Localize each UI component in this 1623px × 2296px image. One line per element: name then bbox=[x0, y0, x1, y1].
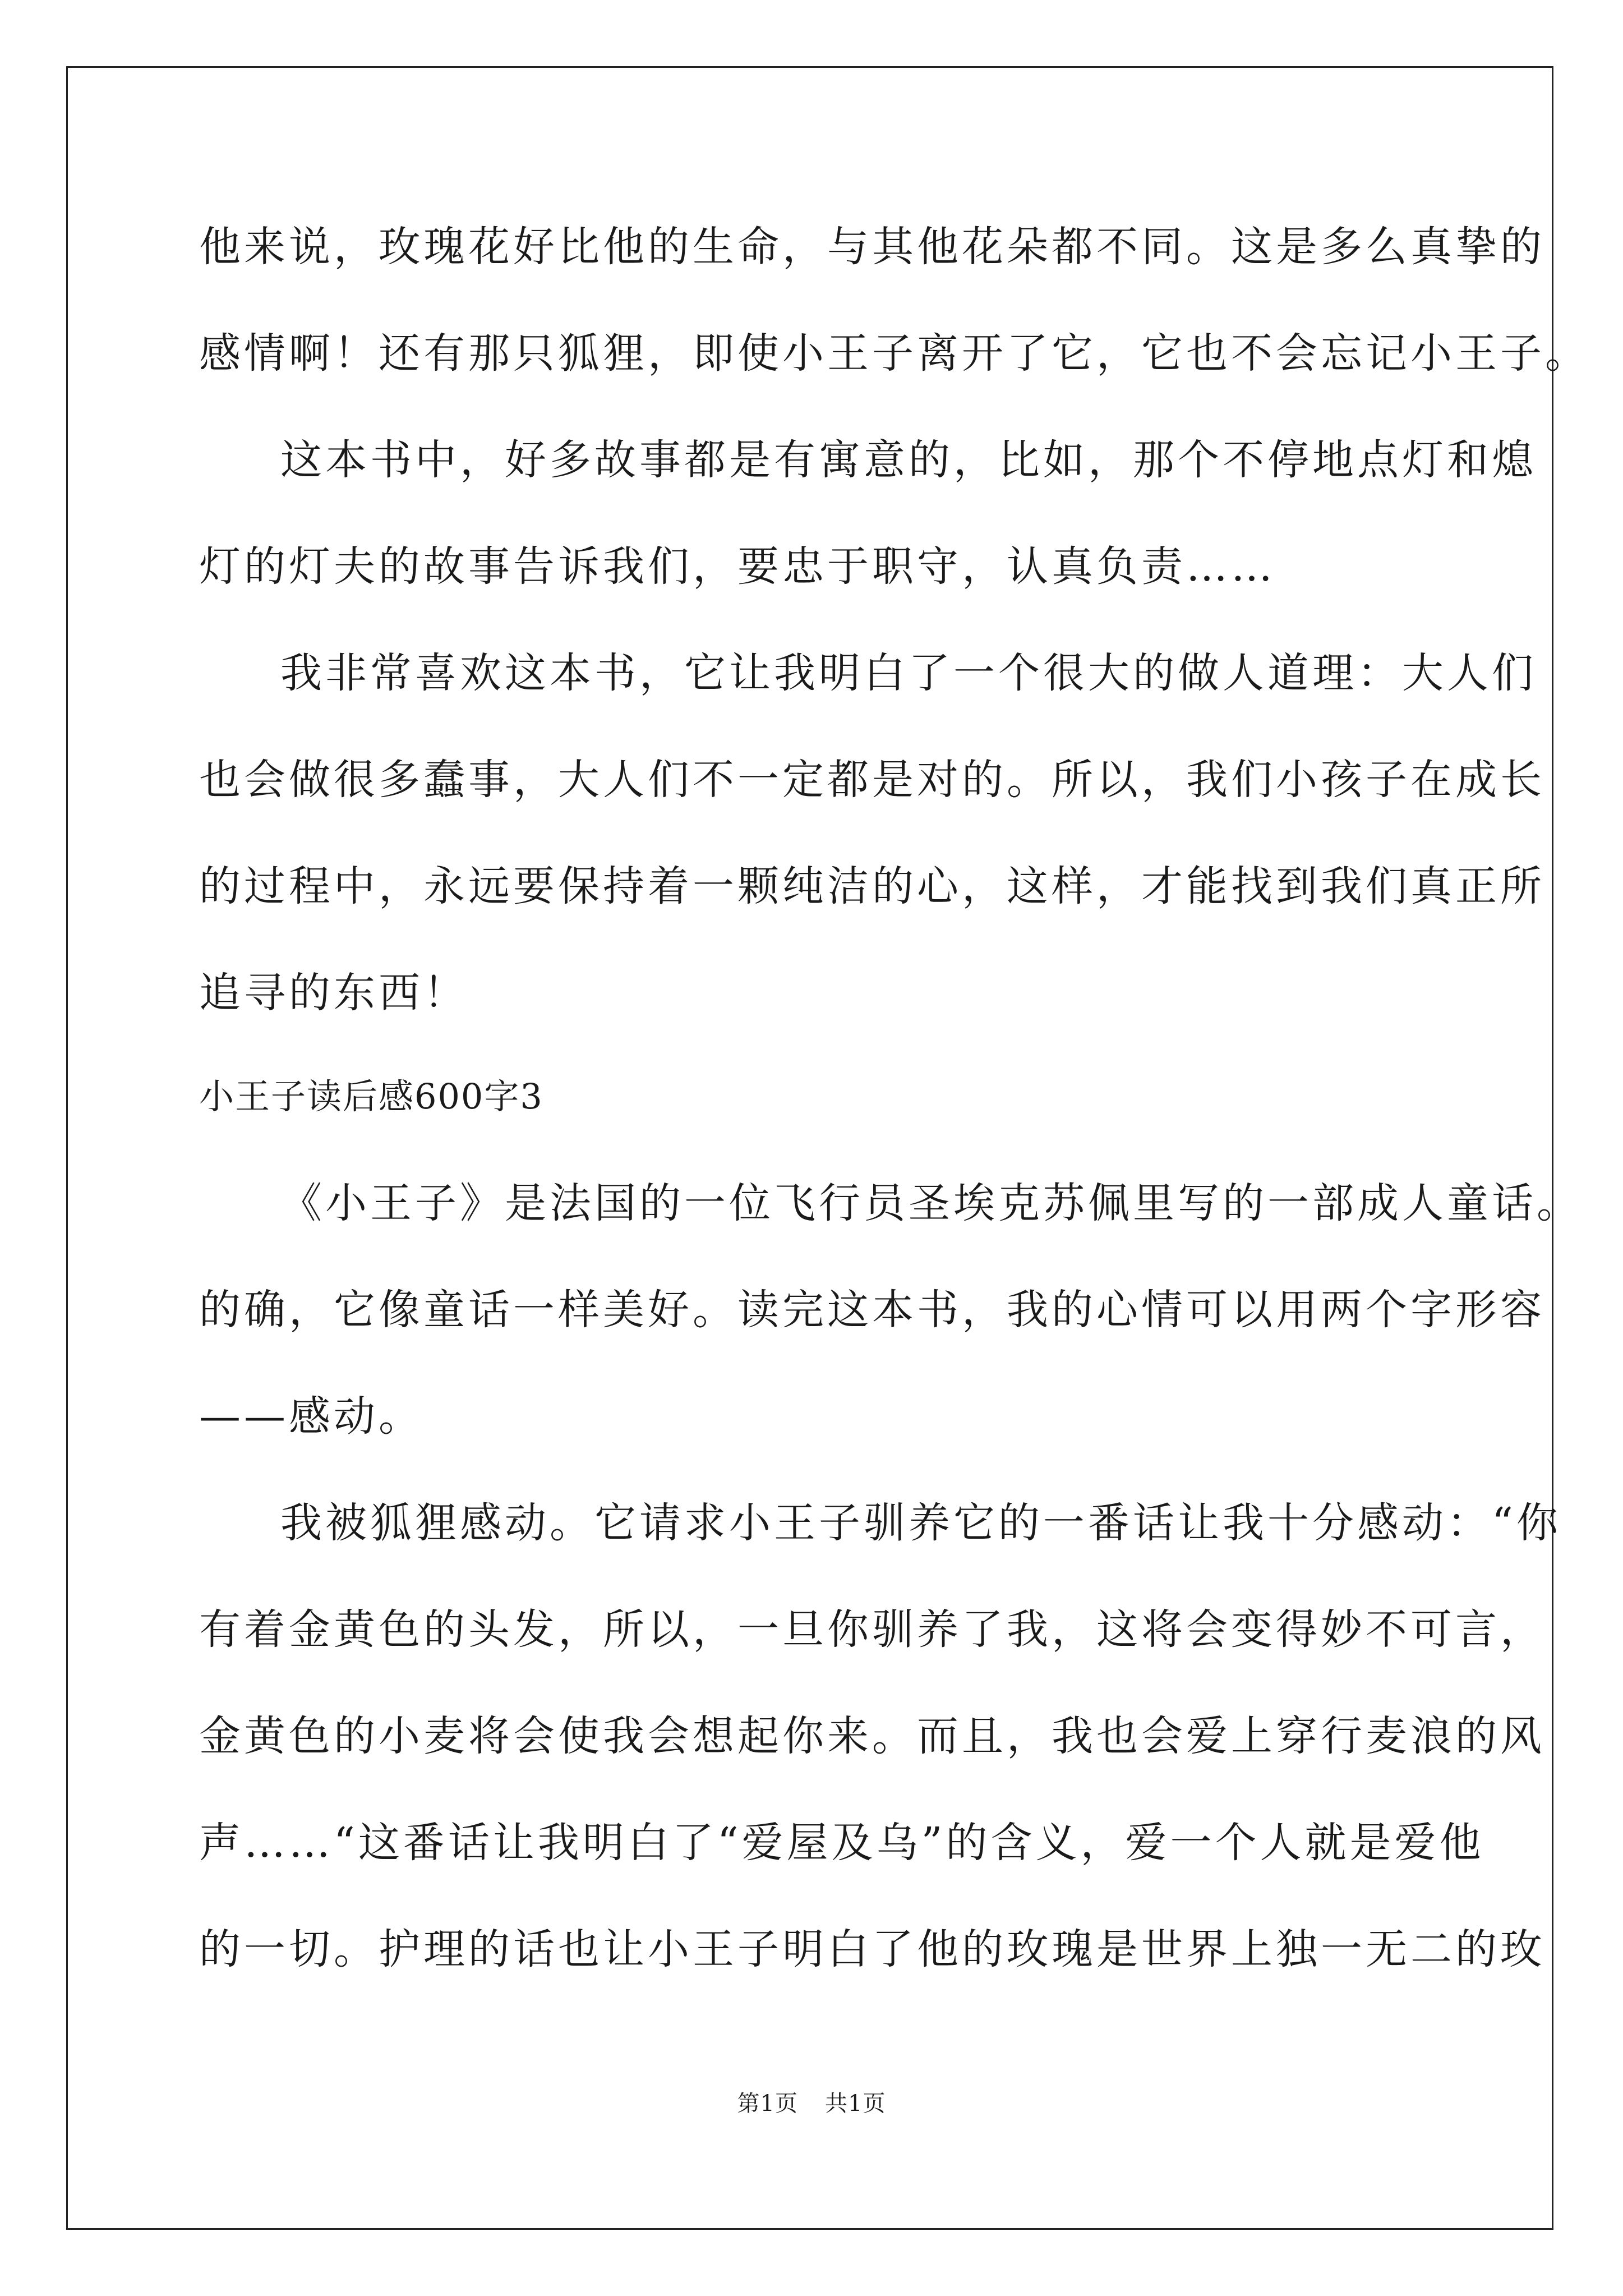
paragraph-start-line: 我非常喜欢这本书，它让我明白了一个很大的做人道理：大人们 bbox=[280, 649, 1537, 697]
text-line: 追寻的东西！ bbox=[199, 969, 468, 1017]
text-line: ——感动。 bbox=[199, 1392, 423, 1441]
text-line: 声……“这番话让我明白了“爱屋及乌”的含义，爱一个人就是爱他 bbox=[199, 1819, 1484, 1867]
paragraph-start-line: 这本书中，好多故事都是有寓意的，比如，那个不停地点灯和熄 bbox=[280, 436, 1537, 484]
text-line: 的过程中，永远要保持着一颗纯洁的心，这样，才能找到我们真正所 bbox=[199, 862, 1545, 910]
paragraph-start-line: 《小王子》是法国的一位飞行员圣埃克苏佩里写的一部成人童话。 bbox=[280, 1179, 1581, 1227]
text-line: 他来说，玫瑰花好比他的生命，与其他花朵都不同。这是多么真挚的 bbox=[199, 223, 1545, 271]
section-heading: 小王子读后感600字3 bbox=[199, 1076, 543, 1117]
page-number: 第1页 bbox=[737, 2091, 798, 2116]
text-line: 金黄色的小麦将会使我会想起你来。而且，我也会爱上穿行麦浪的风 bbox=[199, 1712, 1545, 1760]
text-line: 的一切。护理的话也让小王子明白了他的玫瑰是世界上独一无二的玫 bbox=[199, 1925, 1545, 1973]
text-line: 感情啊！还有那只狐狸，即使小王子离开了它，它也不会忘记小王子。 bbox=[199, 329, 1590, 378]
text-line: 灯的灯夫的故事告诉我们，要忠于职守，认真负责…… bbox=[199, 542, 1276, 591]
text-line: 的确，它像童话一样美好。读完这本书，我的心情可以用两个字形容 bbox=[199, 1286, 1545, 1334]
page-footer bbox=[0, 2087, 1623, 2120]
paragraph-start-line: 我被狐狸感动。它请求小王子驯养它的一番话让我十分感动：“你 bbox=[280, 1499, 1561, 1547]
page-total: 共1页 bbox=[825, 2091, 886, 2116]
text-line: 有着金黄色的头发，所以，一旦你驯养了我，这将会变得妙不可言， bbox=[199, 1605, 1545, 1654]
page-border bbox=[66, 66, 1553, 2230]
text-line: 也会做很多蠢事，大人们不一定都是对的。所以，我们小孩子在成长 bbox=[199, 756, 1545, 804]
